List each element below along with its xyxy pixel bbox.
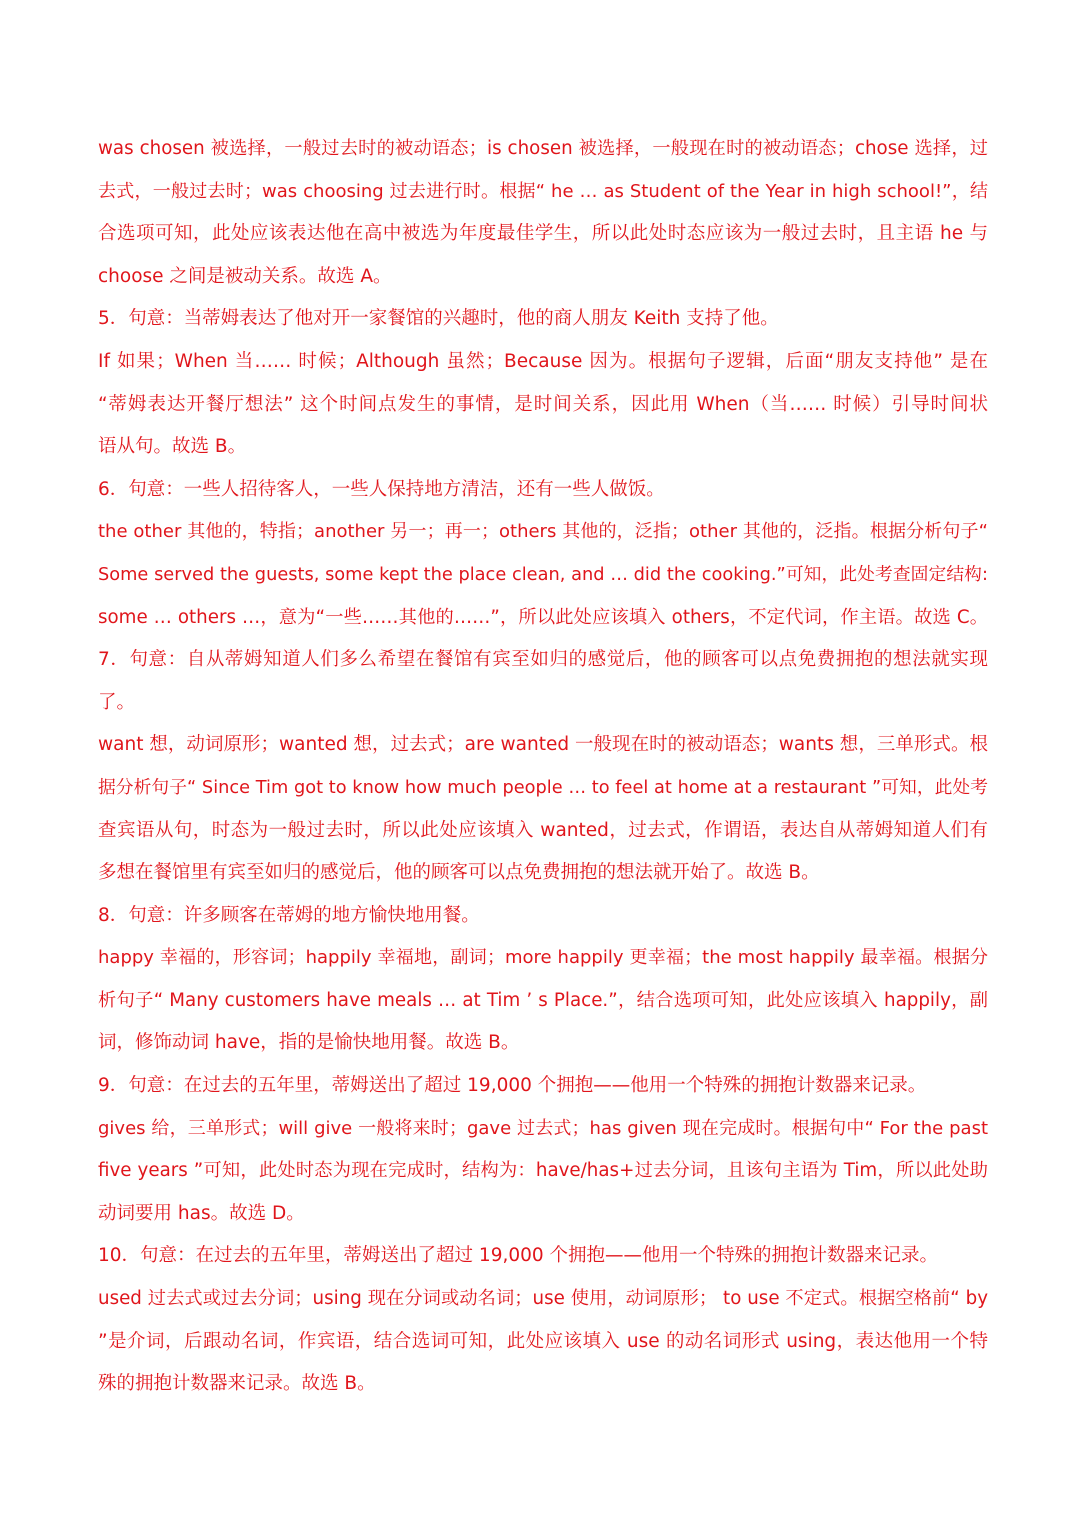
text-line: ”是介词，后跟动名词，作宾语，结合选词可知，此处应该填入 use 的动名词形式 using，表达他用一个特	[98, 1330, 988, 1352]
text-line: choose 之间是被动关系。故选 A。	[98, 265, 392, 287]
text-line: 词，修饰动词 have，指的是愉快地用餐。故选 B。	[98, 1032, 520, 1054]
text-line: “蒂姆表达开餐厅想法” 这个时间点发生的事情，是时间关系，因此用 When（当…… 时候）引导时间状	[98, 393, 988, 415]
text-line: If 如果；When 当…… 时候；Although 虽然；Because 因为。根据句子逻辑，后面“朋友支持他” 是在	[98, 350, 988, 372]
answer-explanations	[98, 128, 988, 1406]
question-5-translation: 5．句意：当蒂姆表达了他对开一家餐馆的兴趣时，他的商人朋友 Keith 支持了他。	[98, 308, 779, 330]
question-8-translation: 8．句意：许多顾客在蒂姆的地方愉快地用餐。	[98, 904, 480, 926]
question-7-translation: 7．句意：自从蒂姆知道人们多么希望在餐馆有宾至如归的感觉后，他的顾客可以点免费拥抱的想法就实现	[98, 649, 988, 671]
text-line: 多想在餐馆里有宾至如归的感觉后，他的顾客可以点免费拥抱的想法就开始了。故选 B。	[98, 862, 820, 884]
text-line: 查宾语从句，时态为一般过去时，所以此处应该填入 wanted，过去式，作谓语，表达自从蒂姆知道人们有	[98, 819, 988, 841]
text-line: used 过去式或过去分词；using 现在分词或动名词；use 使用，动词原形； to use 不定式。根据空格前“ by	[98, 1288, 988, 1310]
text-line: 据分析句子“ Since Tim got to know how much people … to feel at home at a restaurant ”可知，此处考	[98, 777, 988, 798]
text-line: 了。	[98, 691, 136, 713]
text-line: five years ”可知，此处时态为现在完成时，结构为：have/has+过去分词，且该句主语为 Tim，所以此处助	[98, 1160, 988, 1182]
text-line: was chosen 被选择，一般过去时的被动语态；is chosen 被选择，一般现在时的被动语态；chose 选择，过	[98, 138, 988, 159]
text-line: gives 给，三单形式；will give 一般将来时；gave 过去式；has given 现在完成时。根据句中“ For the past	[98, 1117, 988, 1139]
text-line: 析句子“ Many customers have meals … at Tim ’ s Place.”，结合选项可知，此处应该填入 happily，副	[98, 989, 988, 1011]
text-line: Some served the guests, some kept the place clean, and … did the cooking.”可知，此处考查固定结构:	[98, 564, 988, 585]
text-line: 去式，一般过去时；was choosing 过去进行时。根据“ he … as Student of the Year in high school!”，结	[98, 180, 988, 202]
text-line: 殊的拥抱计数器来记录。故选 B。	[98, 1373, 376, 1395]
text-line: 动词要用 has。故选 D。	[98, 1202, 305, 1224]
text-line: happy 幸福的，形容词；happily 幸福地，副词；more happily 更幸福；the most happily 最幸福。根据分	[98, 947, 988, 969]
question-10-translation: 10．句意：在过去的五年里，蒂姆送出了超过 19,000 个拥抱——他用一个特殊的拥抱计数器来记录。	[98, 1245, 939, 1267]
text-line: 语从句。故选 B。	[98, 436, 247, 458]
question-9-translation: 9．句意：在过去的五年里，蒂姆送出了超过 19,000 个拥抱——他用一个特殊的拥抱计数器来记录。	[98, 1075, 927, 1097]
question-6-translation: 6．句意：一些人招待客人，一些人保持地方清洁，还有一些人做饭。	[98, 478, 665, 500]
text-line: some … others …，意为“一些……其他的……”，所以此处应该填入 others，不定代词，作主语。故选 C。	[98, 606, 988, 628]
text-line: the other 其他的，特指；another 另一；再一；others 其他的，泛指；other 其他的，泛指。根据分析句子“	[98, 521, 988, 543]
text-line: want 想，动词原形；wanted 想，过去式；are wanted 一般现在时的被动语态；wants 想，三单形式。根	[98, 734, 988, 756]
text-line: 合选项可知，此处应该表达他在高中被选为年度最佳学生，所以此处时态应该为一般过去时，且主语 he 与	[98, 223, 988, 245]
